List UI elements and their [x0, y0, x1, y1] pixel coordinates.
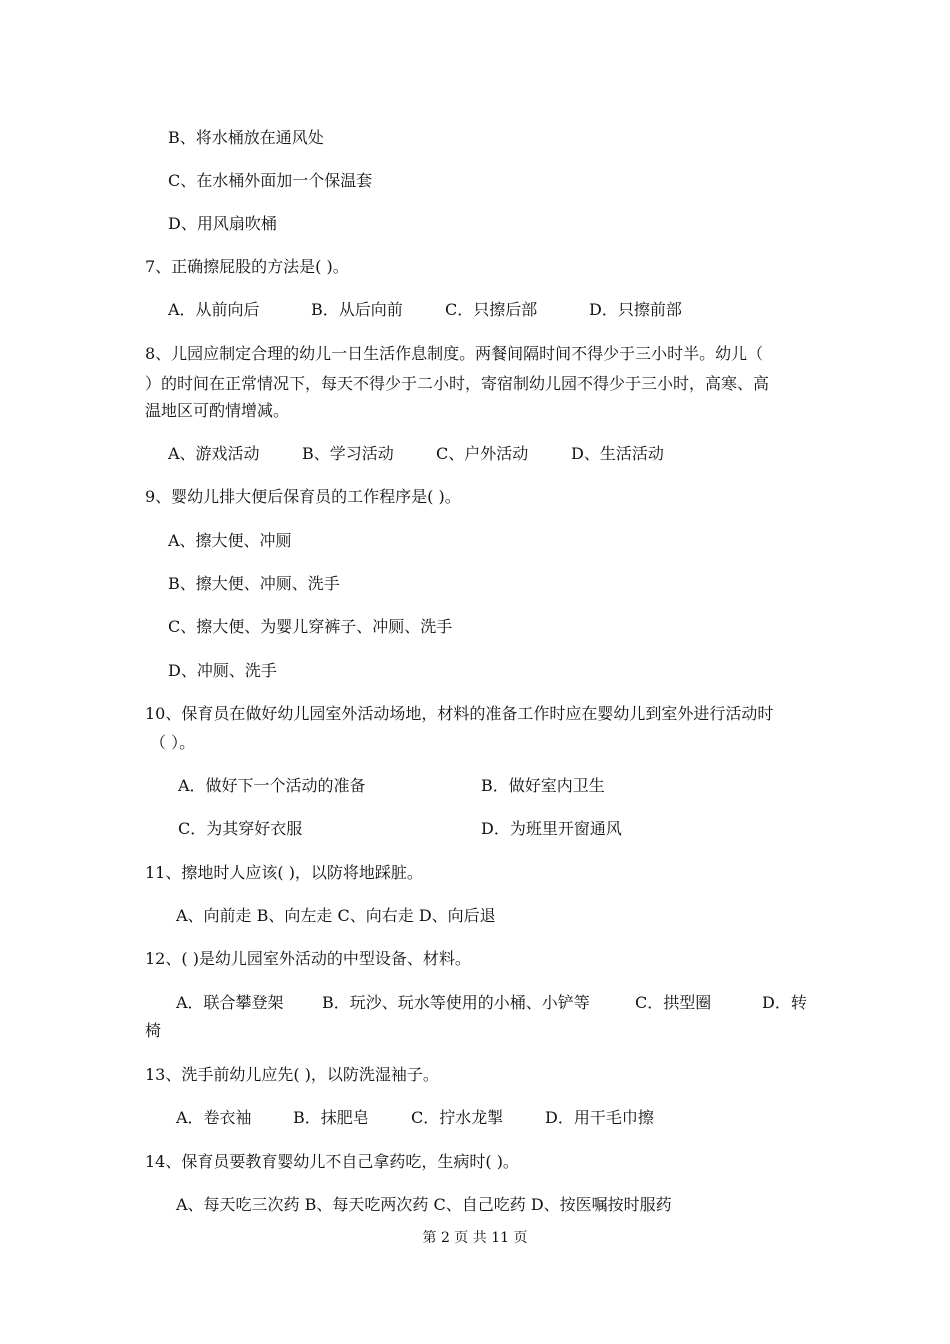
q6-option-d: D、用风扇吹桶 — [168, 214, 277, 233]
q10-option-a: A．做好下一个活动的准备 — [178, 776, 366, 795]
question-8-line-1: 8、儿园应制定合理的幼儿一日生活作息制度。两餐间隔时间不得少于三小时半。幼儿（ — [145, 344, 764, 363]
question-11: 11、擦地时人应该( )，以防将地踩脏。 — [145, 863, 423, 882]
q13-option-c: C．拧水龙掣 — [411, 1108, 504, 1127]
q9-option-b: B、擦大便、冲厕、洗手 — [168, 574, 340, 593]
q12-option-b: B．玩沙、玩水等使用的小桶、小铲等 — [322, 993, 590, 1012]
q7-option-d: D．只擦前部 — [589, 300, 682, 319]
q6-option-c: C、在水桶外面加一个保温套 — [168, 171, 373, 190]
q12-option-d-wrap: 椅 — [145, 1021, 162, 1040]
question-7: 7、正确擦屁股的方法是( )。 — [145, 257, 349, 276]
q13-option-b: B．抹肥皂 — [293, 1108, 369, 1127]
q11-options: A、向前走 B、向左走 C、向右走 D、向后退 — [176, 906, 496, 925]
q7-option-c: C．只擦后部 — [445, 300, 538, 319]
q9-option-c: C、擦大便、为婴儿穿裤子、冲厕、洗手 — [168, 617, 453, 636]
q12-option-d: D．转 — [762, 993, 807, 1012]
question-8-line-2: ）的时间在正常情况下，每天不得少于二小时，寄宿制幼儿园不得少于三小时，高寒、高 — [145, 374, 770, 393]
q8-option-c: C、户外活动 — [436, 444, 529, 463]
q14-options: A、每天吃三次药 B、每天吃两次药 C、自己吃药 D、按医嘱按时服药 — [176, 1195, 672, 1214]
q10-option-b: B．做好室内卫生 — [481, 776, 605, 795]
q13-option-d: D．用干毛巾擦 — [545, 1108, 654, 1127]
q13-options — [0, 1107, 950, 1129]
question-14: 14、保育员要教育婴幼儿不自己拿药吃，生病时( )。 — [145, 1152, 519, 1171]
q12-options — [0, 992, 950, 1014]
q10-option-c: C．为其穿好衣服 — [178, 819, 303, 838]
q7-option-a: A．从前向后 — [168, 300, 260, 319]
q7-option-b: B．从后向前 — [311, 300, 403, 319]
q10-options-row-1 — [0, 775, 950, 797]
q9-option-d: D、冲厕、洗手 — [168, 661, 277, 680]
q9-option-a: A、擦大便、冲厕 — [168, 531, 292, 550]
page-footer: 第 2 页 共 11 页 — [422, 1230, 528, 1246]
q8-option-b: B、学习活动 — [302, 444, 394, 463]
question-13: 13、洗手前幼儿应先( )，以防洗湿袖子。 — [145, 1065, 439, 1084]
question-9: 9、婴幼儿排大便后保育员的工作程序是( )。 — [145, 487, 461, 506]
question-8-line-3: 温地区可酌情增减。 — [145, 401, 290, 420]
q12-option-a: A．联合攀登架 — [176, 993, 284, 1012]
question-10-line-1: 10、保育员在做好幼儿园室外活动场地，材料的准备工作时应在婴幼儿到室外进行活动时 — [145, 704, 774, 723]
q8-option-d: D、生活活动 — [571, 444, 664, 463]
q10-options-row-2 — [0, 818, 950, 840]
q10-option-d: D．为班里开窗通风 — [481, 819, 622, 838]
q8-options — [0, 443, 950, 465]
q6-option-b: B、将水桶放在通风处 — [168, 128, 324, 147]
q12-option-c: C．拱型圈 — [635, 993, 712, 1012]
q8-option-a: A、游戏活动 — [168, 444, 260, 463]
q7-options — [0, 299, 950, 321]
q13-option-a: A．卷衣袖 — [176, 1108, 252, 1127]
question-10-line-2: （ ）。 — [150, 733, 196, 752]
question-12: 12、( )是幼儿园室外活动的中型设备、材料。 — [145, 949, 471, 968]
